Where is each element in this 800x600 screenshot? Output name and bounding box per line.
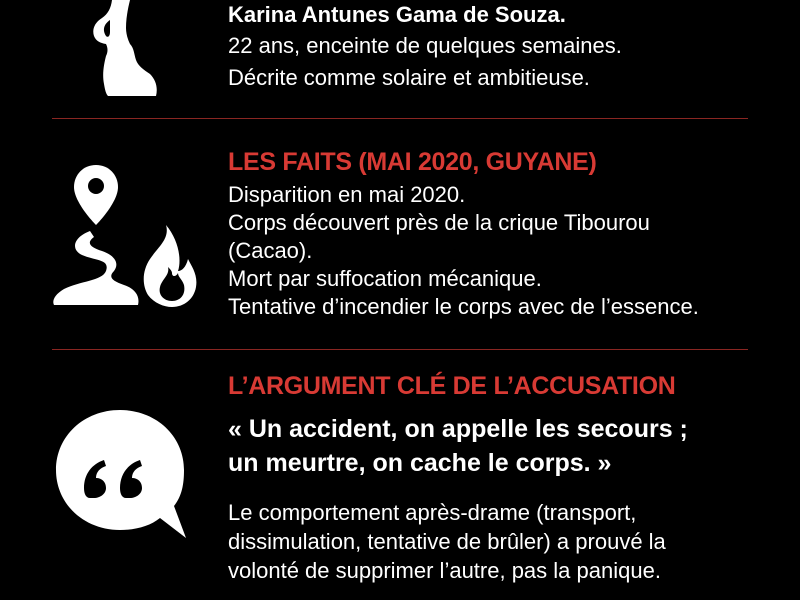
facts-section [0,119,800,349]
facts-heading: LES FAITS (MAI 2020, GUYANE) [228,148,597,176]
argument-body-line: Le comportement après-drame (transport, [228,500,637,525]
fact-line: (Cacao). [228,238,313,263]
quote-bubble-icon [54,408,190,540]
victim-line: 22 ans, enceinte de quelques semaines. [228,33,622,58]
argument-section [0,350,800,600]
argument-body-line: volonté de supprimer l’autre, pas la panique. [228,558,661,583]
quote-line: « Un accident, on appelle les secours ; [228,415,688,443]
argument-body-line: dissimulation, tentative de brûler) a prouvé la [228,529,666,554]
fact-line: Disparition en mai 2020. [228,182,466,207]
pregnant-woman-icon [86,0,160,96]
argument-heading: L’ARGUMENT CLÉ DE L’ACCUSATION [228,372,676,400]
location-river-fire-icon [50,163,200,313]
victim-name: Karina Antunes Gama de Souza. [228,2,566,27]
fact-line: Tentative d’incendier le corps avec de l’essence. [228,294,699,319]
victim-section [0,0,800,118]
quote-line: un meurtre, on cache le corps. » [228,449,612,477]
victim-line: Décrite comme solaire et ambitieuse. [228,65,590,90]
fact-line: Mort par suffocation mécanique. [228,266,542,291]
fact-line: Corps découvert près de la crique Tibourou [228,210,650,235]
